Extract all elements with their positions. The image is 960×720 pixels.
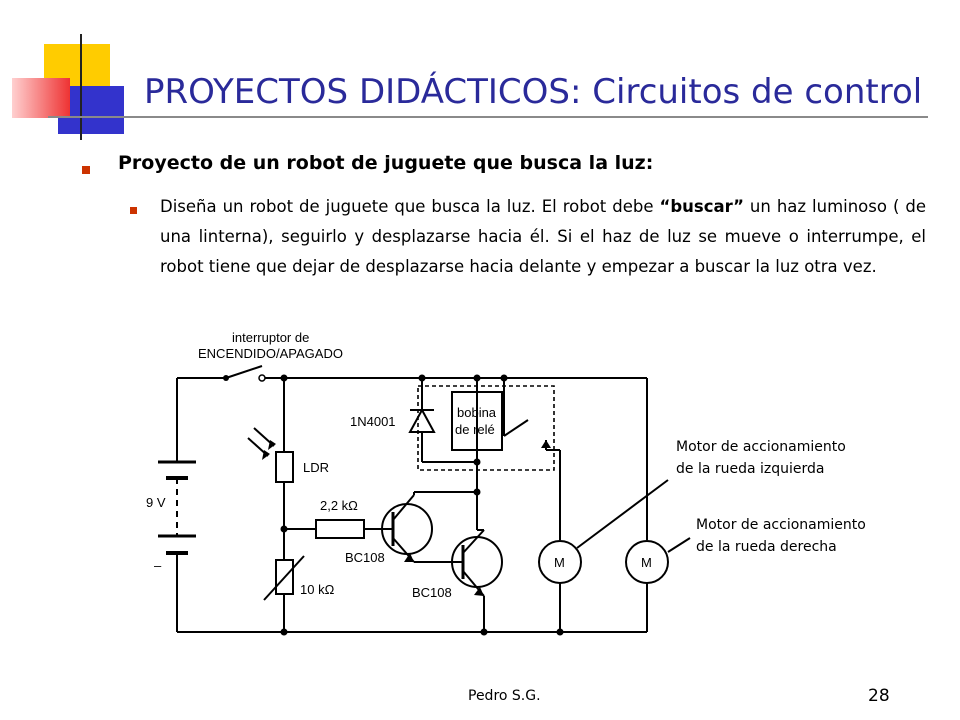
transistor-2-label: BC108 xyxy=(412,585,452,600)
motor-1-symbol: M xyxy=(554,555,565,570)
motor-right-line-2: de la rueda derecha xyxy=(696,539,837,555)
motor-left-label xyxy=(676,436,846,480)
battery-minus: – xyxy=(154,558,162,573)
switch-label-1: interruptor de xyxy=(232,330,310,345)
pot-label: 10 kΩ xyxy=(300,582,335,597)
motor-2-symbol: M xyxy=(641,555,652,570)
bullet-heading: Proyecto de un robot de juguete que busca la luz: xyxy=(118,152,654,174)
body-text-bold: “buscar” xyxy=(659,197,744,216)
battery-label: 9 V xyxy=(146,495,166,510)
motor-right-line-1: Motor de accionamiento xyxy=(696,517,866,533)
motor-left-line-2: de la rueda izquierda xyxy=(676,461,825,477)
diode-label: 1N4001 xyxy=(350,414,396,429)
transistor-1-label: BC108 xyxy=(345,550,385,565)
body-text-1: Diseña un robot de juguete que busca la luz. El robot debe xyxy=(160,197,660,216)
switch-label-2: ENCENDIDO/APAGADO xyxy=(198,346,343,361)
resistor-label: 2,2 kΩ xyxy=(320,498,358,513)
body-text-2: un haz luminoso ( de una linterna), seguirlo y desplazarse hacia él. Si el haz de luz se mueve o interrumpe, el robot tiene que dejar de desplazarse hacia delante y empezar a buscar la luz otra vez. xyxy=(160,197,927,276)
slide-title: PROYECTOS DIDÁCTICOS: Circuitos de control xyxy=(144,72,923,112)
footer-author: Pedro S.G. xyxy=(468,688,541,704)
ldr-label: LDR xyxy=(303,460,330,475)
motor-left-line-1: Motor de accionamiento xyxy=(676,439,846,455)
relay-label-1: bobina xyxy=(457,405,497,420)
page-number: 28 xyxy=(868,686,890,706)
motor-right-label xyxy=(696,514,866,558)
relay-label-2: de relé xyxy=(455,422,495,437)
